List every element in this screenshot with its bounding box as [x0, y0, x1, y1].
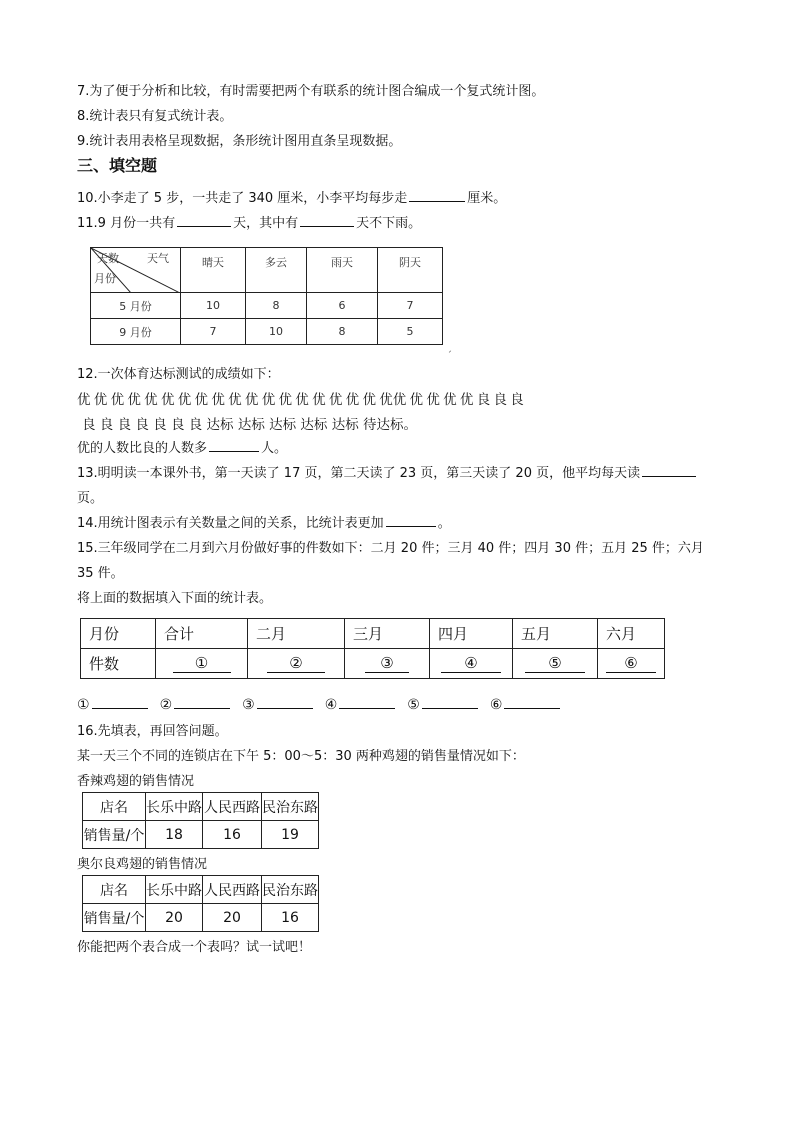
question-15-line3: 将上面的数据填入下面的统计表。 [77, 591, 273, 606]
header-rainy: 雨天 [307, 248, 378, 293]
table-cell: 6 [307, 293, 378, 319]
table-cell: 8 [307, 319, 378, 345]
table-cell: 8 [246, 293, 307, 319]
weather-table [90, 247, 443, 345]
question-16-ask: 你能把两个表合成一个表吗？试一试吧！ [77, 940, 312, 955]
header-minzhi: 民治东路 [262, 876, 319, 904]
question-8: 8.统计表只有复式统计表。 [77, 109, 233, 124]
answer-blank-4[interactable] [339, 694, 395, 709]
section-title: 三、填空题 [77, 156, 158, 175]
answer-blank[interactable] [386, 512, 436, 527]
question-12-title: 12.一次体育达标测试的成绩如下： [77, 367, 280, 382]
header-may: 五月 [513, 619, 598, 649]
table2-caption: 奥尔良鸡翅的销售情况 [77, 857, 208, 872]
row-label: 5 月份 [91, 293, 181, 319]
header-mar: 三月 [345, 619, 430, 649]
question-15-line2: 35 件。 [77, 566, 124, 581]
answer-blank[interactable] [642, 462, 696, 477]
count-slot-mar[interactable]: ③ [345, 649, 430, 679]
header-apr: 四月 [430, 619, 513, 649]
answer-blank[interactable] [300, 212, 354, 227]
question-13: 13.明明读一本课外书，第一天读了 17 页，第二天读了 23 页，第三天读了 20 页，他平均每天读 [77, 462, 698, 481]
header-jun: 六月 [598, 619, 665, 649]
count-slot-total[interactable]: ① [156, 649, 248, 679]
answer-blank-5[interactable] [422, 694, 478, 709]
table-cell: 5 [378, 319, 443, 345]
table-cell: 19 [262, 821, 319, 849]
answer-blank-1[interactable] [92, 694, 148, 709]
row-label: 9 月份 [91, 319, 181, 345]
question-15-line1: 15.三年级同学在二月到六月份做好事的件数如下：二月 20 件；三月 40 件；四月 30 件；五月 25 件；六月 [77, 541, 704, 556]
table-cell: 10 [181, 293, 246, 319]
question-9: 9.统计表用表格呈现数据，条形统计图用直条呈现数据。 [77, 134, 402, 149]
header-total: 合计 [156, 619, 248, 649]
count-slot-feb[interactable]: ② [248, 649, 345, 679]
count-slot-may[interactable]: ⑤ [513, 649, 598, 679]
answer-blank[interactable] [209, 437, 259, 452]
header-cloudy: 多云 [246, 248, 307, 293]
table-cell: 20 [146, 904, 203, 932]
row-label-count: 件数 [81, 649, 156, 679]
header-changle: 长乐中路 [146, 876, 203, 904]
question-12-grades-line1: 优 优 优 优 优 优 优 优 优 优 优 优 优 优 优 优 优 优 优优 优 优 优 优 良 良 良 [77, 392, 524, 408]
answer-blank-2[interactable] [174, 694, 230, 709]
table-mark: ˏ [447, 342, 452, 353]
orleans-wings-table [82, 875, 319, 932]
header-sunny: 晴天 [181, 248, 246, 293]
row-label-sales: 销售量/个 [83, 904, 146, 932]
count-slot-apr[interactable]: ④ [430, 649, 513, 679]
answer-blank-6[interactable] [504, 694, 560, 709]
question-11: 11.9 月份一共有 天，其中有 天不下雨。 [77, 212, 421, 231]
spicy-wings-table [82, 792, 319, 849]
header-renmin: 人民西路 [203, 876, 262, 904]
question-16-title: 16.先填表，再回答问题。 [77, 724, 228, 739]
corner-label-month: 月份 [94, 272, 116, 285]
question-10: 10.小李走了 5 步，一共走了 340 厘米，小李平均每步走 厘米。 [77, 187, 506, 206]
header-changle: 长乐中路 [146, 793, 203, 821]
header-overcast: 阴天 [378, 248, 443, 293]
header-store: 店名 [83, 793, 146, 821]
header-store: 店名 [83, 876, 146, 904]
header-feb: 二月 [248, 619, 345, 649]
question-14: 14.用统计图表示有关数量之间的关系，比统计表更加 。 [77, 512, 451, 531]
answer-blank[interactable] [177, 212, 231, 227]
good-deeds-table [80, 618, 665, 679]
header-month: 月份 [81, 619, 156, 649]
table-cell: 18 [146, 821, 203, 849]
row-label-sales: 销售量/个 [83, 821, 146, 849]
header-renmin: 人民西路 [203, 793, 262, 821]
table-cell: 7 [181, 319, 246, 345]
table-cell: 10 [246, 319, 307, 345]
table1-caption: 香辣鸡翅的销售情况 [77, 774, 195, 789]
corner-label-days: 天数 [97, 252, 119, 265]
answer-blank-3[interactable] [257, 694, 313, 709]
count-slot-jun[interactable]: ⑥ [598, 649, 665, 679]
corner-label-weather: 天气 [147, 252, 169, 265]
question-15-answers: ① ② ③ ④ ⑤ ⑥ [77, 694, 562, 713]
table-cell: 20 [203, 904, 262, 932]
table-cell: 16 [203, 821, 262, 849]
question-12-grades-line2: 良 良 良 良 良 良 良 达标 达标 达标 达标 达标 待达标。 [82, 417, 417, 433]
diagonal-header-cell [91, 248, 181, 293]
question-7: 7.为了便于分析和比较，有时需要把两个有联系的统计图合编成一个复式统计图。 [77, 84, 545, 99]
question-16-desc: 某一天三个不同的连锁店在下午 5：00～5：30 两种鸡翅的销售量情况如下： [77, 749, 525, 764]
table-cell: 7 [378, 293, 443, 319]
answer-blank[interactable] [409, 187, 465, 202]
question-13-unit: 页。 [77, 491, 104, 506]
header-minzhi: 民治东路 [262, 793, 319, 821]
table-cell: 16 [262, 904, 319, 932]
question-12-ask: 优的人数比良的人数多 人。 [77, 437, 287, 456]
